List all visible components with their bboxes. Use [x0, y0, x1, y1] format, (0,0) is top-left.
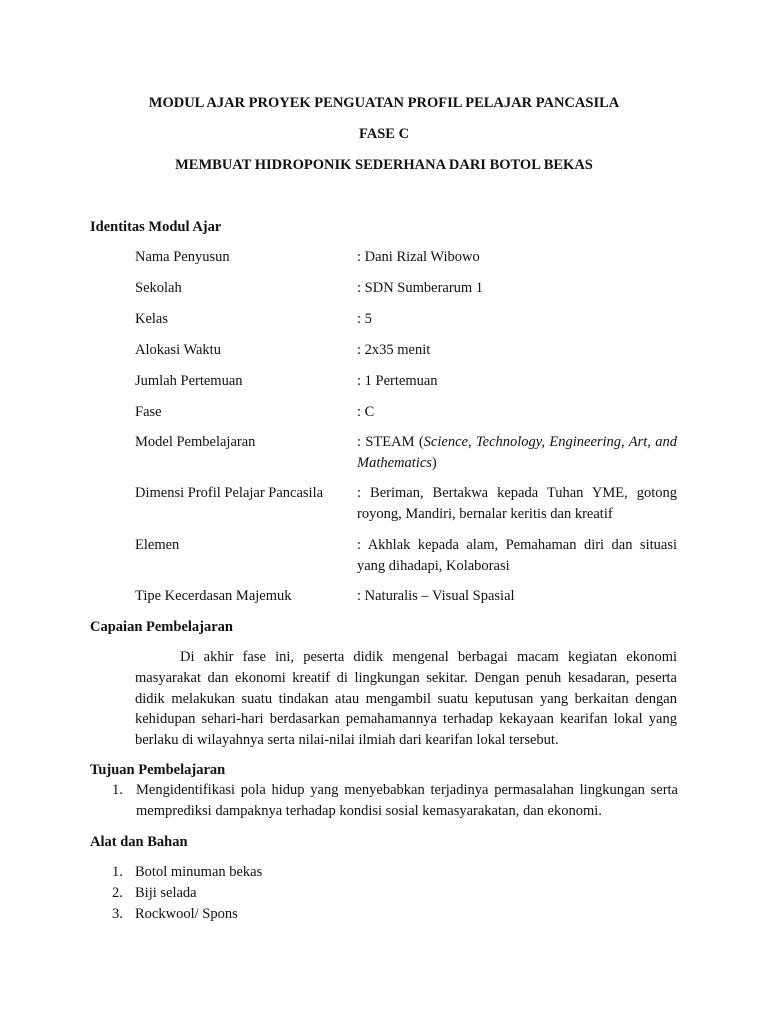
list-text: Rockwool/ Spons — [135, 906, 238, 922]
alat-heading: Alat dan Bahan — [90, 834, 188, 850]
label-nama-penyusun: Nama Penyusun — [135, 249, 230, 265]
label-tipe-kecerdasan: Tipe Kecerdasan Majemuk — [135, 588, 292, 604]
alat-list-item — [112, 862, 262, 882]
alat-list-item — [112, 904, 238, 924]
value-kelas: : 5 — [357, 311, 372, 327]
label-dimensi-profil: Dimensi Profil Pelajar Pancasila — [135, 485, 324, 501]
list-text: Biji selada — [135, 885, 197, 901]
steam-expansion: Science, Technology, Engineering, Art, and Mathematics — [357, 434, 677, 471]
list-number: 1. — [112, 864, 123, 880]
list-number: 3. — [112, 906, 123, 922]
value-tipe-kecerdasan: : Naturalis – Visual Spasial — [357, 588, 515, 604]
identitas-heading: Identitas Modul Ajar — [90, 219, 222, 235]
document-subtitle: MEMBUAT HIDROPONIK SEDERHANA DARI BOTOL BEKAS — [175, 157, 593, 173]
label-alokasi-waktu: Alokasi Waktu — [135, 342, 221, 358]
value-jumlah-pertemuan: : 1 Pertemuan — [357, 373, 438, 389]
capaian-paragraph: Di akhir fase ini, peserta didik mengenal berbagai macam kegiatan ekonomi masyarakat dan ekonomi kreatif di lingkungan sekitar. Dengan penuh kesadaran, peserta didik melakukan suatu tindakan atau mengambil suatu keputusan yang berkaitan dengan kehidupan sehari-hari berdasarkan pemahamannya terhadap kekayaan kearifan lokal yang berlaku di wilayahnya serta nilai-nilai ilmiah dari kearifan lokal tersebut. — [135, 649, 677, 749]
value-fase: : C — [357, 404, 375, 420]
label-kelas: Kelas — [135, 311, 169, 327]
label-sekolah: Sekolah — [135, 280, 182, 296]
list-number: 2. — [112, 885, 123, 901]
list-text: Botol minuman bekas — [135, 864, 263, 880]
value-nama-penyusun: : Dani Rizal Wibowo — [357, 249, 480, 265]
capaian-heading: Capaian Pembelajaran — [90, 619, 233, 635]
value-elemen: : Akhlak kepada alam, Pemahaman diri dan situasi yang dihadapi, Kolaborasi — [357, 537, 677, 574]
document-title: MODUL AJAR PROYEK PENGUATAN PROFIL PELAJAR PANCASILA — [148, 95, 620, 111]
label-fase: Fase — [135, 404, 162, 420]
value-dimensi-profil: : Beriman, Bertakwa kepada Tuhan YME, gotong royong, Mandiri, bernalar keritis dan kreatif — [357, 485, 677, 522]
tujuan-heading: Tujuan Pembelajaran — [90, 762, 226, 778]
list-text: Mengidentifikasi pola hidup yang menyebabkan terjadinya permasalahan lingkungan serta memprediksi dampaknya terhadap kondisi sosial kemasyarakatan, dan ekonomi. — [136, 782, 678, 819]
label-model-pembelajaran: Model Pembelajaran — [135, 434, 256, 450]
list-number: 1. — [112, 782, 123, 798]
value-alokasi-waktu: : 2x35 menit — [357, 342, 431, 358]
label-jumlah-pertemuan: Jumlah Pertemuan — [135, 373, 243, 389]
alat-list-item — [112, 883, 197, 903]
value-sekolah: : SDN Sumberarum 1 — [357, 280, 484, 296]
value-model-pembelajaran: : STEAM (Science, Technology, Engineering, Art, and Mathematics) — [357, 434, 677, 471]
document-phase: FASE C — [358, 126, 410, 142]
label-elemen: Elemen — [135, 537, 180, 553]
